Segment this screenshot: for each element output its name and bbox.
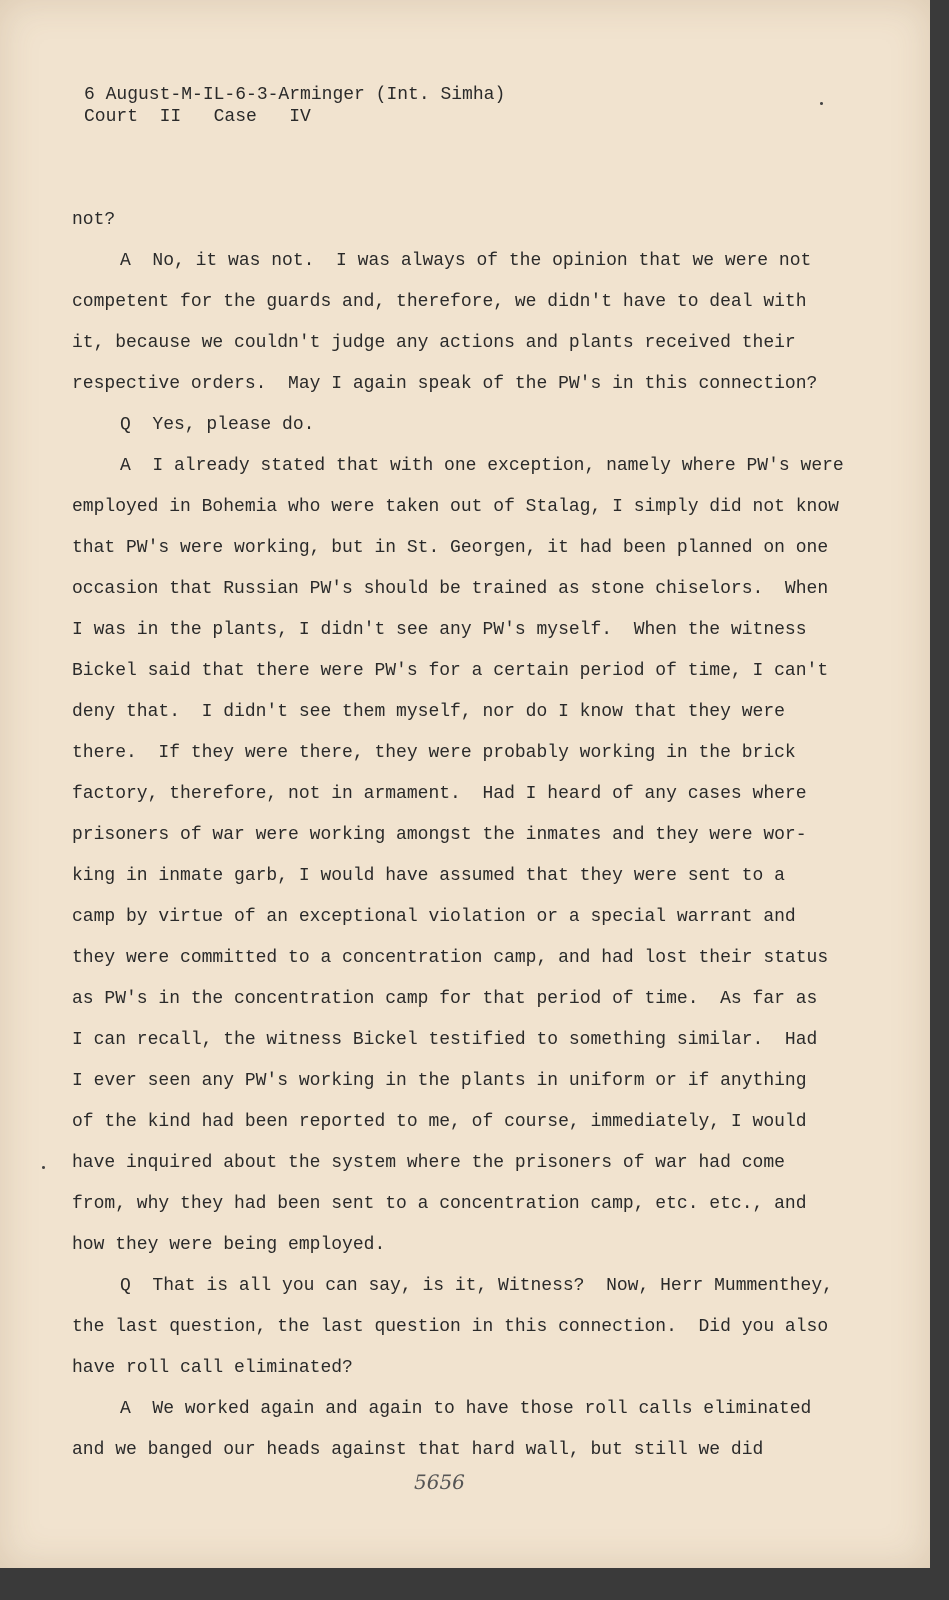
transcript-line: respective orders. May I again speak of the PW's in this connection?	[72, 374, 818, 394]
page-number: 5656	[414, 1470, 465, 1494]
transcript-line: Q Yes, please do.	[120, 415, 315, 435]
transcript-line: have inquired about the system where the prisoners of war had come	[72, 1153, 785, 1173]
transcript-line: from, why they had been sent to a concentration camp, etc. etc., and	[72, 1194, 807, 1214]
transcript-line: there. If they were there, they were probably working in the brick	[72, 743, 796, 763]
transcript-line: A We worked again and again to have those roll calls eliminated	[120, 1399, 812, 1419]
document-header	[84, 84, 505, 128]
transcript-line: I ever seen any PW's working in the plants in uniform or if anything	[72, 1071, 807, 1091]
stray-mark	[820, 102, 823, 105]
transcript-line: deny that. I didn't see them myself, nor do I know that they were	[72, 702, 785, 722]
transcript-line: it, because we couldn't judge any actions and plants received their	[72, 333, 796, 353]
header-line-court: Court II Case IV	[84, 107, 311, 127]
transcript-line: occasion that Russian PW's should be trained as stone chiselors. When	[72, 579, 829, 599]
transcript-line: I was in the plants, I didn't see any PW's myself. When the witness	[72, 620, 807, 640]
header-line-date-case: 6 August-M-IL-6-3-Arminger (Int. Simha)	[84, 85, 506, 105]
transcript-line: the last question, the last question in this connection. Did you also	[72, 1317, 829, 1337]
transcript-line: they were committed to a concentration camp, and had lost their status	[72, 948, 829, 968]
transcript-line: A No, it was not. I was always of the opinion that we were not	[120, 251, 812, 271]
transcript-line: how they were being employed.	[72, 1235, 386, 1255]
transcript-line: have roll call eliminated?	[72, 1358, 353, 1378]
transcript-line: of the kind had been reported to me, of course, immediately, I would	[72, 1112, 807, 1132]
transcript-line: that PW's were working, but in St. Georgen, it had been planned on one	[72, 538, 829, 558]
transcript-line: factory, therefore, not in armament. Had I heard of any cases where	[72, 784, 807, 804]
transcript-line: prisoners of war were working amongst the inmates and they were wor-	[72, 825, 807, 845]
transcript-line: I can recall, the witness Bickel testified to something similar. Had	[72, 1030, 818, 1050]
transcript-line: camp by virtue of an exceptional violation or a special warrant and	[72, 907, 796, 927]
transcript-line: king in inmate garb, I would have assumed that they were sent to a	[72, 866, 785, 886]
transcript-line: employed in Bohemia who were taken out of Stalag, I simply did not know	[72, 497, 839, 517]
stray-mark	[42, 1166, 45, 1169]
transcript-line: A I already stated that with one exception, namely where PW's were	[120, 456, 844, 476]
transcript-line: Q That is all you can say, is it, Witness? Now, Herr Mummenthey,	[120, 1276, 833, 1296]
transcript-line: Bickel said that there were PW's for a certain period of time, I can't	[72, 661, 829, 681]
transcript-line: as PW's in the concentration camp for that period of time. As far as	[72, 989, 818, 1009]
transcript-body	[72, 200, 844, 1471]
transcript-line: and we banged our heads against that hard wall, but still we did	[72, 1440, 764, 1460]
transcript-line: competent for the guards and, therefore, we didn't have to deal with	[72, 292, 807, 312]
transcript-line: not?	[72, 210, 116, 230]
